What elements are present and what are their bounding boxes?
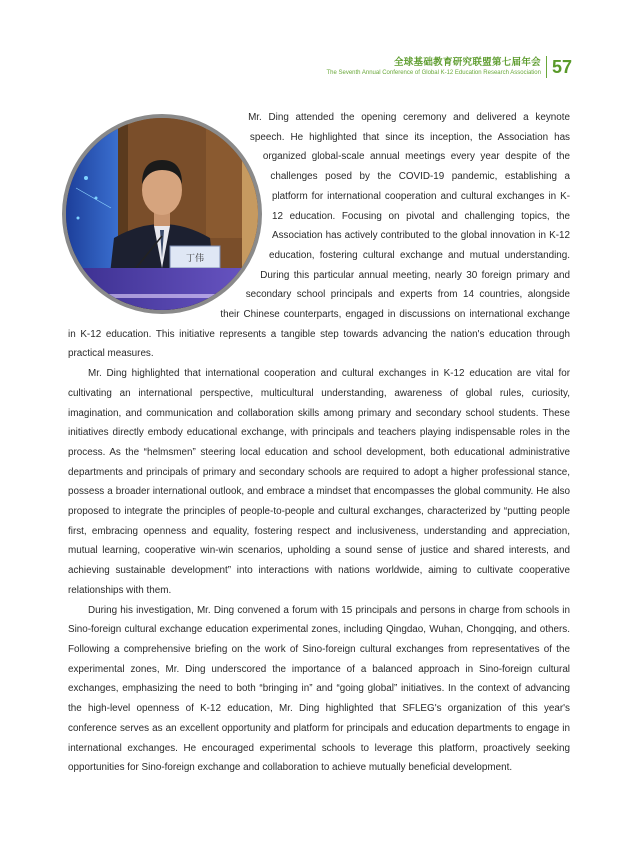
speaker-photo-wrapper bbox=[60, 108, 272, 320]
paragraph-3: During his investigation, Mr. Ding convened a forum with 15 principals and persons in charge from schools in Sino-foreign cultural exchange education experimental zones, including Qingdao, Wuhan, Chongqing, and others. Following a comprehensive briefing on the work of Sino-foreign cultural exchanges from representatives of the experimental zones, Mr. Ding underscored the importance of a balanced approach in Sino-foreign cultural exchanges, emphasizing the need to both “bringing in” and “going global” initiatives. In the context of advancing the high-level openness of K-12 education, Mr. Ding highlighted that SFLEG's organization of this year's conference serves as an excellent opportunity and platform for principals and education departments to engage in international exchanges. He encouraged experimental schools to leverage this platform, proactively seeking opportunities for Sino-foreign exchange and collaboration to achieve mutually beneficial development. bbox=[68, 604, 570, 774]
speaker-photo bbox=[62, 114, 262, 314]
header-divider bbox=[546, 56, 547, 78]
page-header bbox=[327, 56, 573, 78]
header-title-en: The Seventh Annual Conference of Global K-12 Education Research Association bbox=[326, 70, 541, 76]
page-number: 57 bbox=[551, 57, 572, 77]
article-body bbox=[68, 108, 570, 778]
speaker-photo-image bbox=[66, 118, 258, 310]
header-title-cn: 全球基础教育研究联盟第七届年会 bbox=[393, 57, 541, 68]
paragraph-2: Mr. Ding highlighted that international cooperation and cultural exchanges in K-12 education are vital for cultivating an international perspective, multicultural understanding, awareness of global rules, curiosity, imagination, and communication and collaboration skills among primary and secondary school students. These initiatives directly embody educational exchange, with principals and teachers playing indispensable roles in the process. As the “helmsmen” steering local education and school development, both educational administrative departments and principals of primary and secondary schools are required to adopt a higher professional stance, possess a broader international outlook, and embrace a mindset that encompasses the global community. He also proposed to integrate the principles of people-to-people and cultural exchanges, characterized by “putting people first, embracing openness and equality, fostering respect and inclusiveness, understanding and appreciation, mutual learning, cooperative win-win scenarios, upholding a sound sense of justice and shared interests, and achieving sustainable development” into interactions with nations worldwide, aiming to cultivate cooperative relationships with them. bbox=[68, 368, 570, 596]
header-text bbox=[327, 57, 541, 77]
nameplate-text: 丁伟 bbox=[185, 254, 205, 264]
paragraph-1: Mr. Ding attended the opening ceremony and delivered a keynote speech. He highlighted that since its inception, the Association has organized global-scale annual meetings every year despite of the challenges posed by the COVID-19 pandemic, establishing a platform for international cooperation and cultural exchanges in K-12 education. Focusing on pivotal and challenging topics, the Association has actively contributed to the global innovation in K-12 education, fostering cultural exchange and mutual understanding. During this particular annual meeting, nearly 30 foreign primary and secondary school principals and experts from 14 countries, alongside their Chinese counterparts, engaged in discussions on international exchange in K-12 education. This initiative represents a tangible step towards advancing the nation's education through practical measures. bbox=[68, 112, 570, 360]
